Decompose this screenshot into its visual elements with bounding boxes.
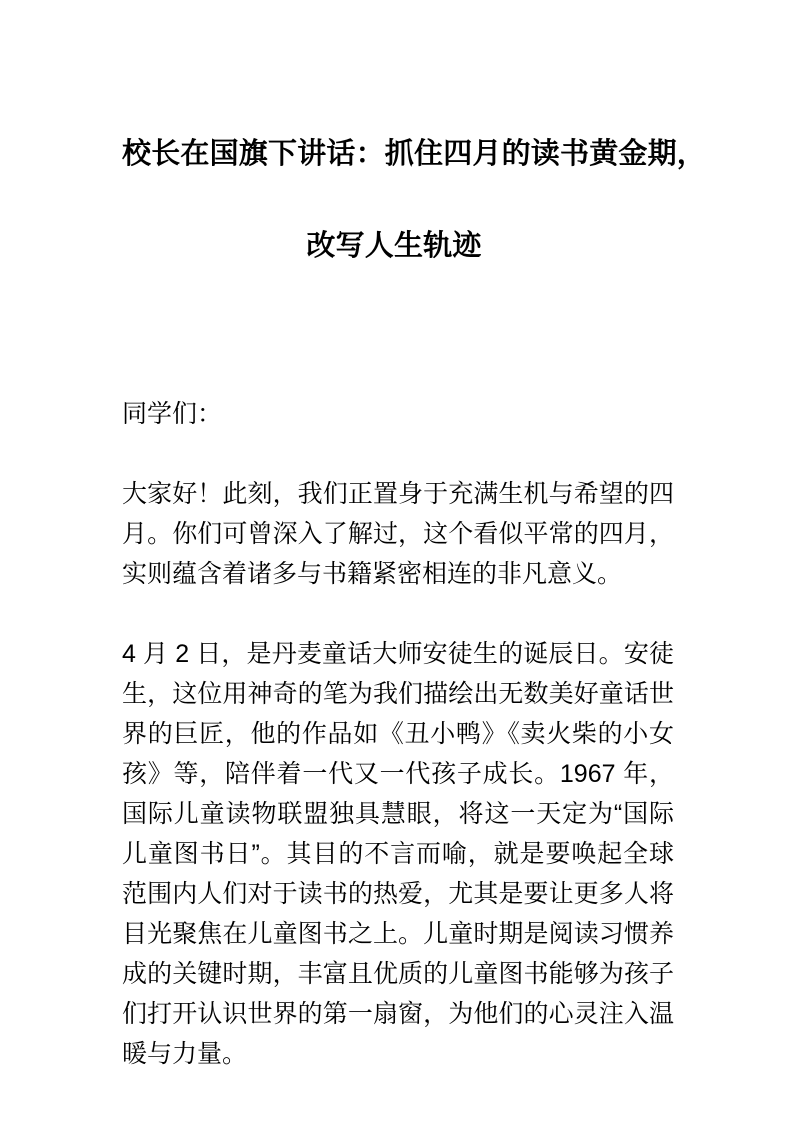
salutation: 同学们： — [122, 400, 223, 428]
page-title — [122, 0, 707, 292]
page-title-line-1: 校长在国旗下讲话：抓住四月的读书黄金期， — [122, 138, 707, 170]
page-title-line-2: 改写人生轨迹 — [306, 230, 482, 262]
body-paragraph-1: 大家好！此刻，我们正置身于充满生机与希望的四月。你们可曾深入了解过，这个看似平常的四月，实则蕴含着诸多与书籍紧密相连的非凡意义。 — [122, 480, 674, 588]
document-content — [122, 0, 707, 1074]
body-paragraph-2: 4 月 2 日，是丹麦童话大师安徒生的诞辰日。安徒生，这位用神奇的笔为我们描绘出无数美好童话世界的巨匠，他的作品如《丑小鸭》《卖火柴的小女孩》等，陪伴着一代又一代孩子成长。1967 年，国际儿童读物联盟独具慧眼，将这一天定为“国际儿童图书日”。其目的不言而喻，就是要唤起全球范围内人们对于读书的热爱，尤其是要让更多人将目光聚焦在儿童图书之上。儿童时期是阅读习惯养成的关键时期，丰富且优质的儿童图书能够为孩子们打开认识世界的第一扇窗，为他们的心灵注入温暖与力量。 — [122, 640, 674, 1068]
